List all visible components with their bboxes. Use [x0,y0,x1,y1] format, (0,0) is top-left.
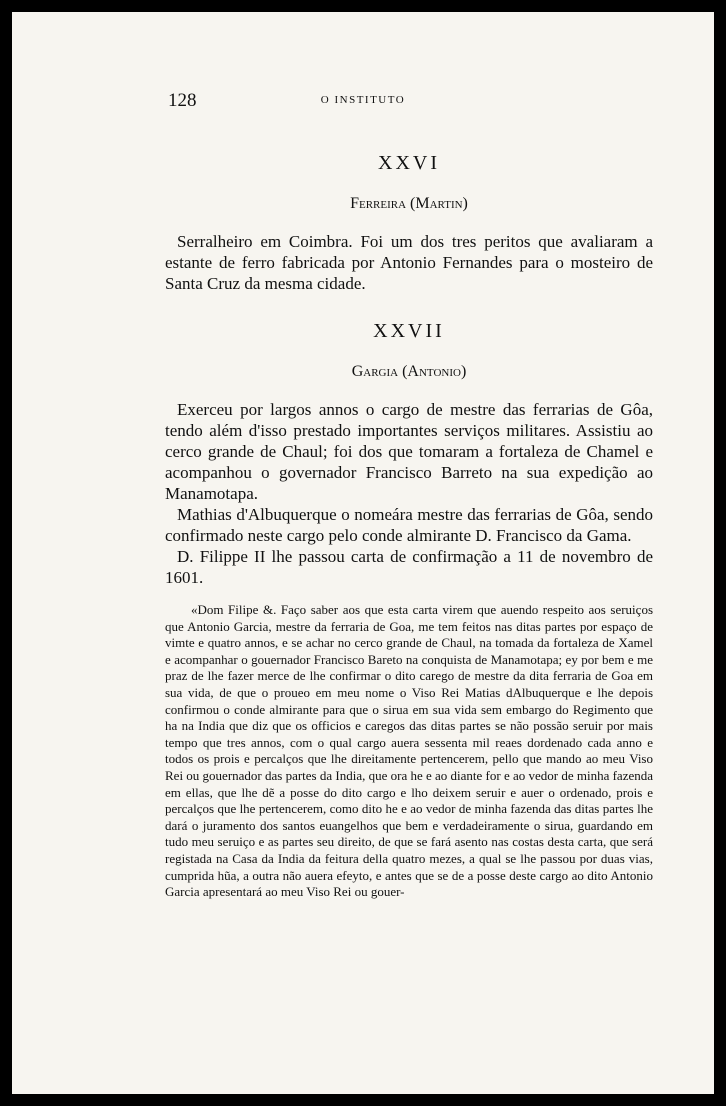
entry-paragraph: Exerceu por largos annos o cargo de mestre das ferrarias de Gôa, tendo além d'isso prestado importantes serviços militares. Assistiu ao cerco grande de Chaul; foi dos que tomaram a fortaleza de Chamel e acompanhou o governador Francisco Barreto na sua expedição ao Manamotapa. [165,400,653,503]
entry-paragraph: Mathias d'Albuquerque o nomeára mestre das ferrarias de Gôa, sendo confirmado neste cargo pelo conde almirante D. Francisco da Gama. [165,505,653,545]
entry-name: Gargia (Antonio) [351,363,467,380]
page-header [12,90,714,114]
entry-paragraph: D. Filippe II lhe passou carta de confirmação a 11 de novembro de 1601. [165,547,653,587]
entry-numeral: XXVII [373,320,445,342]
page-number: 128 [168,90,197,111]
running-title: O INSTITUTO [320,94,406,106]
entry-name: Ferreira (Martin) [350,195,468,212]
entry-xxvi [165,152,653,294]
quoted-document: «Dom Filipe &. Faço saber aos que esta carta virem que auendo respeito aos seruiços que Antonio Garcia, mestre da ferraria de Goa, me tem feitos nas ditas partes por espaço de vimte e quatro annos, e se achar no cerco grande de Chaul, na tomada da fortaleza de Xamel e acompanhar o gouernador Francisco Bareto na conquista de Manamotapa; ey por bem e me praz de lhe fazer merce de lhe confirmar o dito carego de mestre da dita ferraria de Goa em sua vida, de que o proueo em meu nome o Viso Rei Matias dAlbuquerque e lhe depois confirmou o conde almirante para que o sirua em sua vida sem embargo do Regimento que ha na India que diz que os officios e caregos das ditas partes se não possão seruir por mais tempo que tres annos, com o qual cargo auera sessenta mil reaes dordenado cada anno e todos os prois e percalços que lhe direitamente pertencerem, pello que mando ao meu Viso Rei ou gouernador das partes da India, que ora he e ao diante for e ao vedor de minha fazenda em ellas, que lhe dẽ a posse do dito cargo e lho deixem seruir e auer o ordenado, prois e percalços que lhe pertencerem, como dito he e ao vedor de minha fazenda das ditas partes lhe dará o juramento dos santos euangelhos que bem e verdadeiramente o sirua, guardando em tudo meu seruiço e as partes seu direito, de que se fará asento nas costas desta carta, que será registada na Casa da India da feitura della quatro mezes, a qual se lhe passou por duas vias, cumprida hũa, a outra não auera efeyto, e antes que se de a posse deste cargo ao dito Antonio Garcia apresentará ao meu Viso Rei ou gouer- [165,602,654,900]
entry-xxvii [165,320,653,588]
entry-spacer [165,294,653,320]
page-body [165,152,653,901]
entry-numeral: XXVI [378,152,440,174]
book-page [12,12,714,1094]
entry-paragraph: Serralheiro em Coimbra. Foi um dos tres peritos que avaliaram a estante de ferro fabricada por Antonio Fernandes para o mosteiro de Santa Cruz da mesma cidade. [165,232,653,293]
